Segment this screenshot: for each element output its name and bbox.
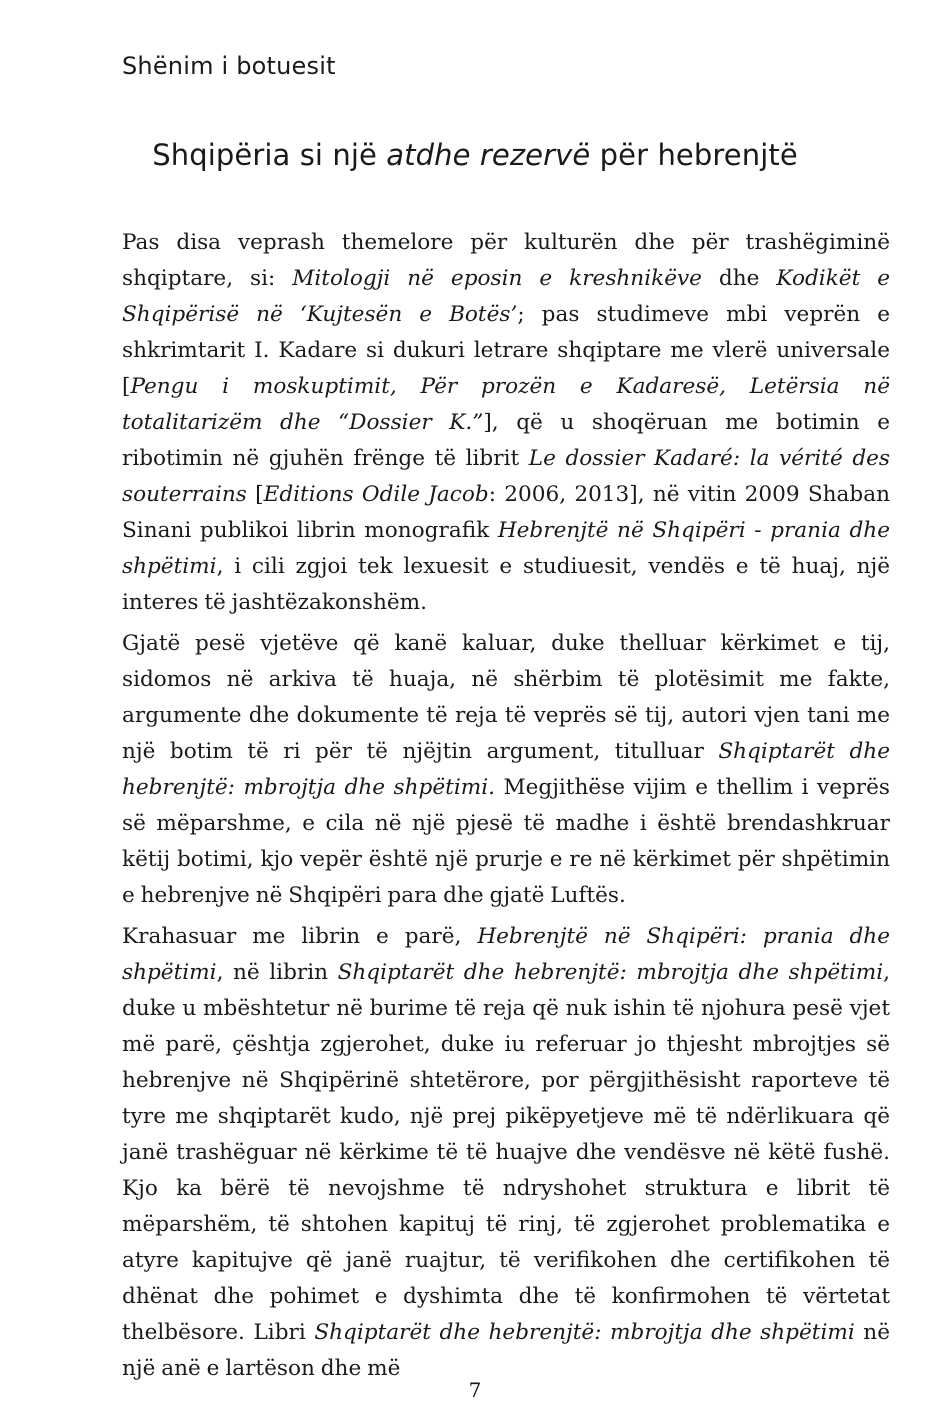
text-span: , në librin xyxy=(216,960,338,985)
chapter-title-italic: atdhe rezervë xyxy=(386,138,591,172)
text-span: ; pas studimeve mbi veprën e shkrimtarit I. Kadare si dukuri letrare shqiptare me vlerë universale [ xyxy=(122,302,890,399)
text-span: ], që u shoqëruan me botimin e ribotimin në gjuhën frënge të librit xyxy=(122,410,890,471)
text-span: Krahasuar me librin e parë, xyxy=(122,924,478,949)
text-span: Gjatë pesë vjetëve që kanë kaluar, duke thelluar kërkimet e tij, sidomos në arkiva të huaja, në shërbim të plotësimit me fakte, argumente dhe dokumente të reja të veprës së tij, autori vjen tani me një botim të ri për të njëjtin argument, titulluar xyxy=(122,631,890,764)
paragraph-2 xyxy=(122,626,890,914)
italic-title-span: Hebrenjtë në Shqipëri: prania dhe shpëtimi xyxy=(122,924,890,985)
paragraph-1 xyxy=(122,225,890,621)
italic-title-span: Editions Odile Jacob xyxy=(263,482,489,507)
italic-title-span: Pengu i moskuptimit, Për prozën e Kadaresë, Letërsia në totalitarizëm dhe “Dossier K.” xyxy=(122,374,890,435)
italic-title-span: Shqiptarët dhe hebrenjtë: mbrojtja dhe shpëtimi xyxy=(314,1320,855,1345)
italic-title-span: Shqiptarët dhe hebrenjtë: mbrojtja dhe shpëtimi xyxy=(337,960,884,985)
text-span: [ xyxy=(246,482,264,507)
chapter-title-end: për hebrenjtë xyxy=(590,138,798,172)
paragraph-3 xyxy=(122,919,890,1387)
italic-title-span: Mitologji në eposin e kreshnikëve xyxy=(292,266,702,291)
italic-title-span: Hebrenjtë në Shqipëri - prania dhe shpëtimi xyxy=(122,518,890,579)
text-span: dhe xyxy=(701,266,777,291)
text-span: : 2006, 2013], në vitin 2009 Shaban Sinani publikoi librin monografik xyxy=(122,482,891,543)
text-span: Megjithëse vijim e thellim i veprës së mëparshme, e cila në një pjesë të madhe i është brendashkruar këtij botimi, kjo vepër është një prurje e re në kërkimet për shpëtimin e hebrenjve në Shqipëri para dhe gjatë Luftës. xyxy=(122,775,890,908)
text-span: Pas disa veprash themelore për kulturën dhe për trashëgiminë shqiptare, si: xyxy=(122,230,890,291)
chapter-title-start: Shqipëria si një xyxy=(152,138,387,172)
page-number: 7 xyxy=(468,1378,482,1402)
chapter-title xyxy=(0,138,950,172)
text-span: , duke u mbështetur në burime të reja që nuk ishin të njohura pesë vjet më parë, çështja zgjerohet, duke iu referuar jo thjesht mbrojtjes së hebrenjve në Shqipërinë shtetërore, por përgjithësisht raporteve të tyre me shqiptarët kudo, një prej pikëpyetjeve më të ndërlikuara që janë trashëguar në kërkime të të huajve dhe vendësve në këtë fushë. Kjo ka bërë të nevojshme të ndryshohet struktura e librit të mëparshëm, të shtohen kapituj të rinj, të zgjerohet problematika e atyre kapitujve që janë ruajtur, të verifikohen dhe certifikohen të dhënat dhe pohimet e dyshimta dhe të konfirmohen të vërtetat thelbësore. Libri xyxy=(122,960,890,1345)
running-head: Shënim i botuesit xyxy=(122,52,336,80)
italic-title-span: Shqiptarët dhe hebrenjtë: mbrojtja dhe shpëtimi. xyxy=(122,739,890,800)
text-span: , i cili zgjoi tek lexuesit e studiuesit, vendës e të huaj, një interes të jashtëzakonshëm. xyxy=(122,554,890,615)
italic-title-span: Le dossier Kadaré: la vérité des souterrains xyxy=(122,446,890,507)
text-span: në një anë e lartëson dhe më xyxy=(122,1320,890,1381)
italic-title-span: Kodikët e Shqipërisë në ‘Kujtesën e Botës’ xyxy=(122,266,890,327)
body-text xyxy=(122,225,890,1392)
